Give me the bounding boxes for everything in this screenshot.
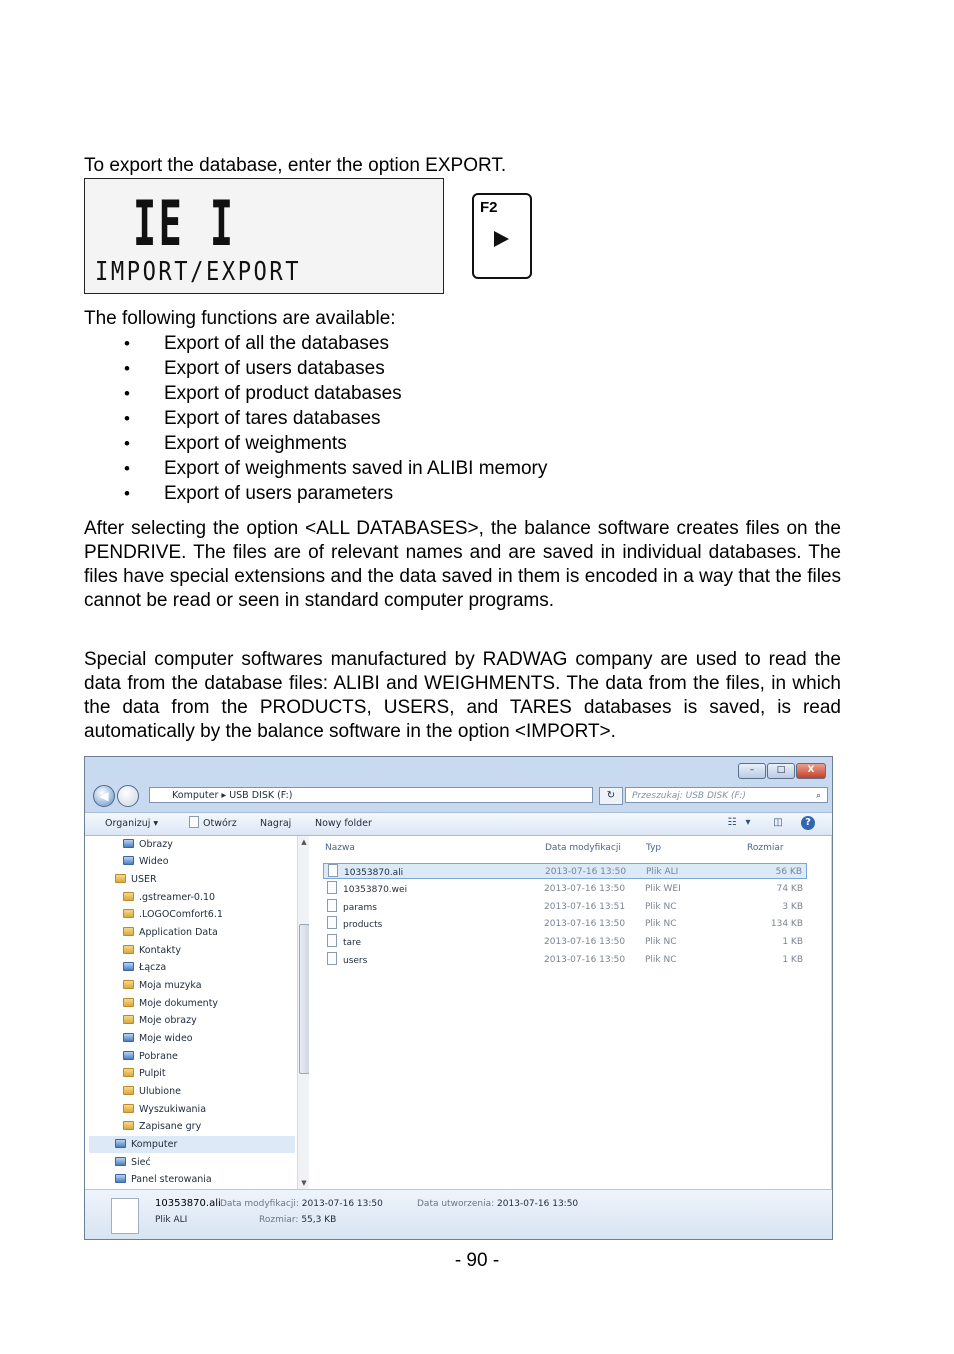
file-preview-icon: [111, 1198, 139, 1234]
back-icon[interactable]: ◀: [93, 785, 115, 807]
pictures-icon: [123, 839, 134, 848]
file-type: Plik NC: [645, 955, 677, 965]
view-icon[interactable]: ☷: [727, 817, 737, 828]
table-row[interactable]: [323, 899, 807, 915]
organize-button[interactable]: Organizuj ▾: [105, 818, 159, 829]
minimize-button[interactable]: –: [738, 763, 766, 779]
sidebar-item-obrazy[interactable]: Obrazy: [123, 836, 173, 853]
file-modified: 2013-07-16 13:50: [544, 937, 626, 947]
file-name: 10353870.wei: [327, 881, 407, 898]
sidebar-item-pobrane[interactable]: Pobrane: [123, 1048, 178, 1065]
page-number: - 90 -: [454, 1250, 500, 1271]
folder-icon: [115, 874, 126, 883]
f2-key-label: F2: [480, 199, 498, 216]
file-modified: 2013-07-16 13:51: [544, 902, 626, 912]
address-part-usb[interactable]: USB DISK (F:): [229, 790, 293, 801]
computer-icon: [115, 1139, 126, 1148]
file-modified: 2013-07-16 13:50: [544, 919, 626, 929]
list-item: • Export of tares databases: [84, 406, 547, 431]
column-modified[interactable]: Data modyfikacji: [545, 843, 621, 853]
sidebar-item-wideo[interactable]: Wideo: [123, 853, 169, 870]
sidebar-item-komputer[interactable]: Komputer: [89, 1136, 295, 1153]
sidebar-item-wyszukiwania[interactable]: Wyszukiwania: [123, 1101, 206, 1118]
file-type: Plik ALI: [646, 867, 679, 877]
column-name[interactable]: Nazwa: [325, 843, 355, 853]
sidebar-item-logocomfort[interactable]: .LOGOComfort6.1: [123, 906, 223, 923]
details-pane: [85, 1189, 832, 1239]
file-size: 1 KB: [782, 937, 803, 947]
details-size: Rozmiar: 55,3 KB: [259, 1215, 337, 1225]
list-item: • Export of weighments saved in ALIBI memory: [84, 456, 547, 481]
right-arrow-icon: [494, 231, 509, 247]
sidebar-item-lacza[interactable]: Łącza: [123, 959, 166, 976]
favorites-icon: [123, 1086, 134, 1095]
sidebar-item-kontakty[interactable]: Kontakty: [123, 942, 181, 959]
folder-icon: [123, 927, 134, 936]
network-icon: [115, 1157, 126, 1166]
file-size: 56 KB: [775, 867, 802, 877]
address-bar[interactable]: [149, 787, 593, 803]
table-row[interactable]: [323, 934, 807, 950]
sidebar-item-user[interactable]: USER: [115, 871, 157, 888]
file-icon: [327, 916, 337, 929]
functions-list: [84, 331, 547, 506]
document-icon: [189, 816, 199, 828]
address-part-computer[interactable]: Komputer: [172, 790, 219, 801]
preview-pane-icon[interactable]: ◫: [773, 817, 783, 828]
file-icon: [327, 899, 337, 912]
lcd-code: IE I: [133, 187, 236, 260]
file-size: 1 KB: [782, 955, 803, 965]
sidebar-item-moja-muzyka[interactable]: Moja muzyka: [123, 977, 202, 994]
file-modified: 2013-07-16 13:50: [544, 884, 626, 894]
list-item: • Export of all the databases: [84, 331, 547, 356]
list-item: • Export of weighments: [84, 431, 547, 456]
searches-icon: [123, 1104, 134, 1113]
address-row: [91, 785, 826, 807]
file-type: Plik WEI: [645, 884, 681, 894]
column-type[interactable]: Typ: [646, 843, 662, 853]
close-button[interactable]: X: [796, 763, 826, 779]
video-folder-icon: [123, 1033, 134, 1042]
help-icon[interactable]: ?: [801, 816, 815, 830]
table-row[interactable]: [323, 863, 807, 879]
file-type: Plik NC: [645, 937, 677, 947]
folder-icon: [123, 909, 134, 918]
open-button[interactable]: [189, 813, 237, 834]
scroll-up-icon[interactable]: ▲: [301, 838, 307, 846]
scroll-down-icon[interactable]: ▼: [301, 1179, 307, 1187]
details-created: Data utworzenia: 2013-07-16 13:50: [417, 1199, 579, 1209]
table-row[interactable]: [323, 916, 807, 932]
command-bar: [85, 812, 832, 836]
saved-games-icon: [123, 1121, 134, 1130]
file-icon: [327, 881, 337, 894]
sidebar-item-application-data[interactable]: Application Data: [123, 924, 218, 941]
file-type: Plik NC: [645, 919, 677, 929]
file-name: users: [327, 952, 367, 969]
contacts-icon: [123, 945, 134, 954]
maximize-button[interactable]: □: [767, 763, 795, 779]
breadcrumb-separator-icon: ▸: [221, 790, 230, 801]
sidebar-item-pulpit[interactable]: Pulpit: [123, 1065, 166, 1082]
sidebar-item-gstreamer[interactable]: .gstreamer-0.10: [123, 889, 215, 906]
file-type: Plik NC: [645, 902, 677, 912]
list-item: • Export of users databases: [84, 356, 547, 381]
chevron-down-icon[interactable]: ▾: [745, 817, 751, 828]
open-label: Otwórz: [203, 818, 237, 829]
file-name: tare: [327, 934, 361, 951]
lcd-display: [84, 178, 444, 294]
sidebar-item-moje-wideo[interactable]: Moje wideo: [123, 1030, 193, 1047]
links-icon: [123, 962, 134, 971]
sidebar-item-siec[interactable]: Sieć: [115, 1154, 151, 1171]
file-list: [309, 836, 831, 1189]
file-name: 10353870.ali: [328, 864, 403, 881]
details-file-name: 10353870.ali: [155, 1198, 221, 1209]
desktop-icon: [123, 1068, 134, 1077]
refresh-icon[interactable]: ↻: [599, 787, 623, 805]
documents-icon: [123, 998, 134, 1007]
file-modified: 2013-07-16 13:50: [545, 867, 627, 877]
file-name: products: [327, 916, 382, 933]
forward-icon[interactable]: [117, 785, 139, 807]
search-placeholder: Przeszukaj: USB DISK (F:): [632, 791, 746, 801]
file-icon: [328, 864, 338, 877]
details-file-type: Plik ALI: [155, 1215, 188, 1225]
explorer-window: [84, 756, 833, 1240]
functions-intro: The following functions are available:: [84, 308, 396, 329]
pictures-folder-icon: [123, 1015, 134, 1024]
sidebar-item-panel-sterowania[interactable]: Panel sterowania: [115, 1171, 212, 1188]
sidebar-item-zapisane-gry[interactable]: Zapisane gry: [123, 1118, 201, 1135]
file-modified: 2013-07-16 13:50: [544, 955, 626, 965]
list-item: • Export of users parameters: [84, 481, 547, 506]
sidebar-item-moje-obrazy[interactable]: Moje obrazy: [123, 1012, 197, 1029]
search-input[interactable]: [625, 787, 828, 803]
navigation-pane: [85, 836, 298, 1189]
folder-icon: [123, 892, 134, 901]
list-item: • Export of product databases: [84, 381, 547, 406]
file-size: 74 KB: [776, 884, 803, 894]
music-icon: [123, 980, 134, 989]
video-icon: [123, 856, 134, 865]
column-size[interactable]: Rozmiar: [747, 843, 784, 853]
control-panel-icon: [115, 1174, 126, 1183]
file-icon: [327, 952, 337, 965]
sidebar-item-ulubione[interactable]: Ulubione: [123, 1083, 181, 1100]
paragraph-special-software: Special computer softwares manufactured by RADWAG company are used to read the data from the database files: ALIBI and WEIGHMENTS. The data from the files, in which the data from the PRODUCTS, USERS, and TARES databases is saved, is read automatically by the balance software in the option <IMPORT>.: [84, 649, 841, 742]
downloads-icon: [123, 1051, 134, 1060]
table-row[interactable]: [323, 881, 807, 897]
burn-button[interactable]: Nagraj: [260, 818, 292, 829]
table-row[interactable]: [323, 952, 807, 968]
file-size: 134 KB: [770, 919, 803, 929]
details-modified: Data modyfikacji: 2013-07-16 13:50: [220, 1199, 383, 1209]
sidebar-item-moje-dokumenty[interactable]: Moje dokumenty: [123, 995, 218, 1012]
new-folder-button[interactable]: Nowy folder: [315, 818, 372, 829]
f2-key-icon: [472, 193, 532, 279]
paragraph-all-databases: After selecting the option <ALL DATABASES>, the balance software creates files on the PENDRIVE. The files are of relevant names and are saved in individual databases. The files have special extensions and the data saved in them is encoded in a way that the files cannot be read or seen in standard computer programs.: [84, 518, 841, 611]
file-size: 3 KB: [782, 902, 803, 912]
lcd-label: IMPORT/EXPORT: [95, 257, 302, 287]
window-controls: [738, 763, 826, 779]
intro-text: To export the database, enter the option EXPORT.: [84, 155, 507, 176]
file-name: params: [327, 899, 377, 916]
search-icon[interactable]: ⌕: [815, 791, 821, 801]
file-icon: [327, 934, 337, 947]
